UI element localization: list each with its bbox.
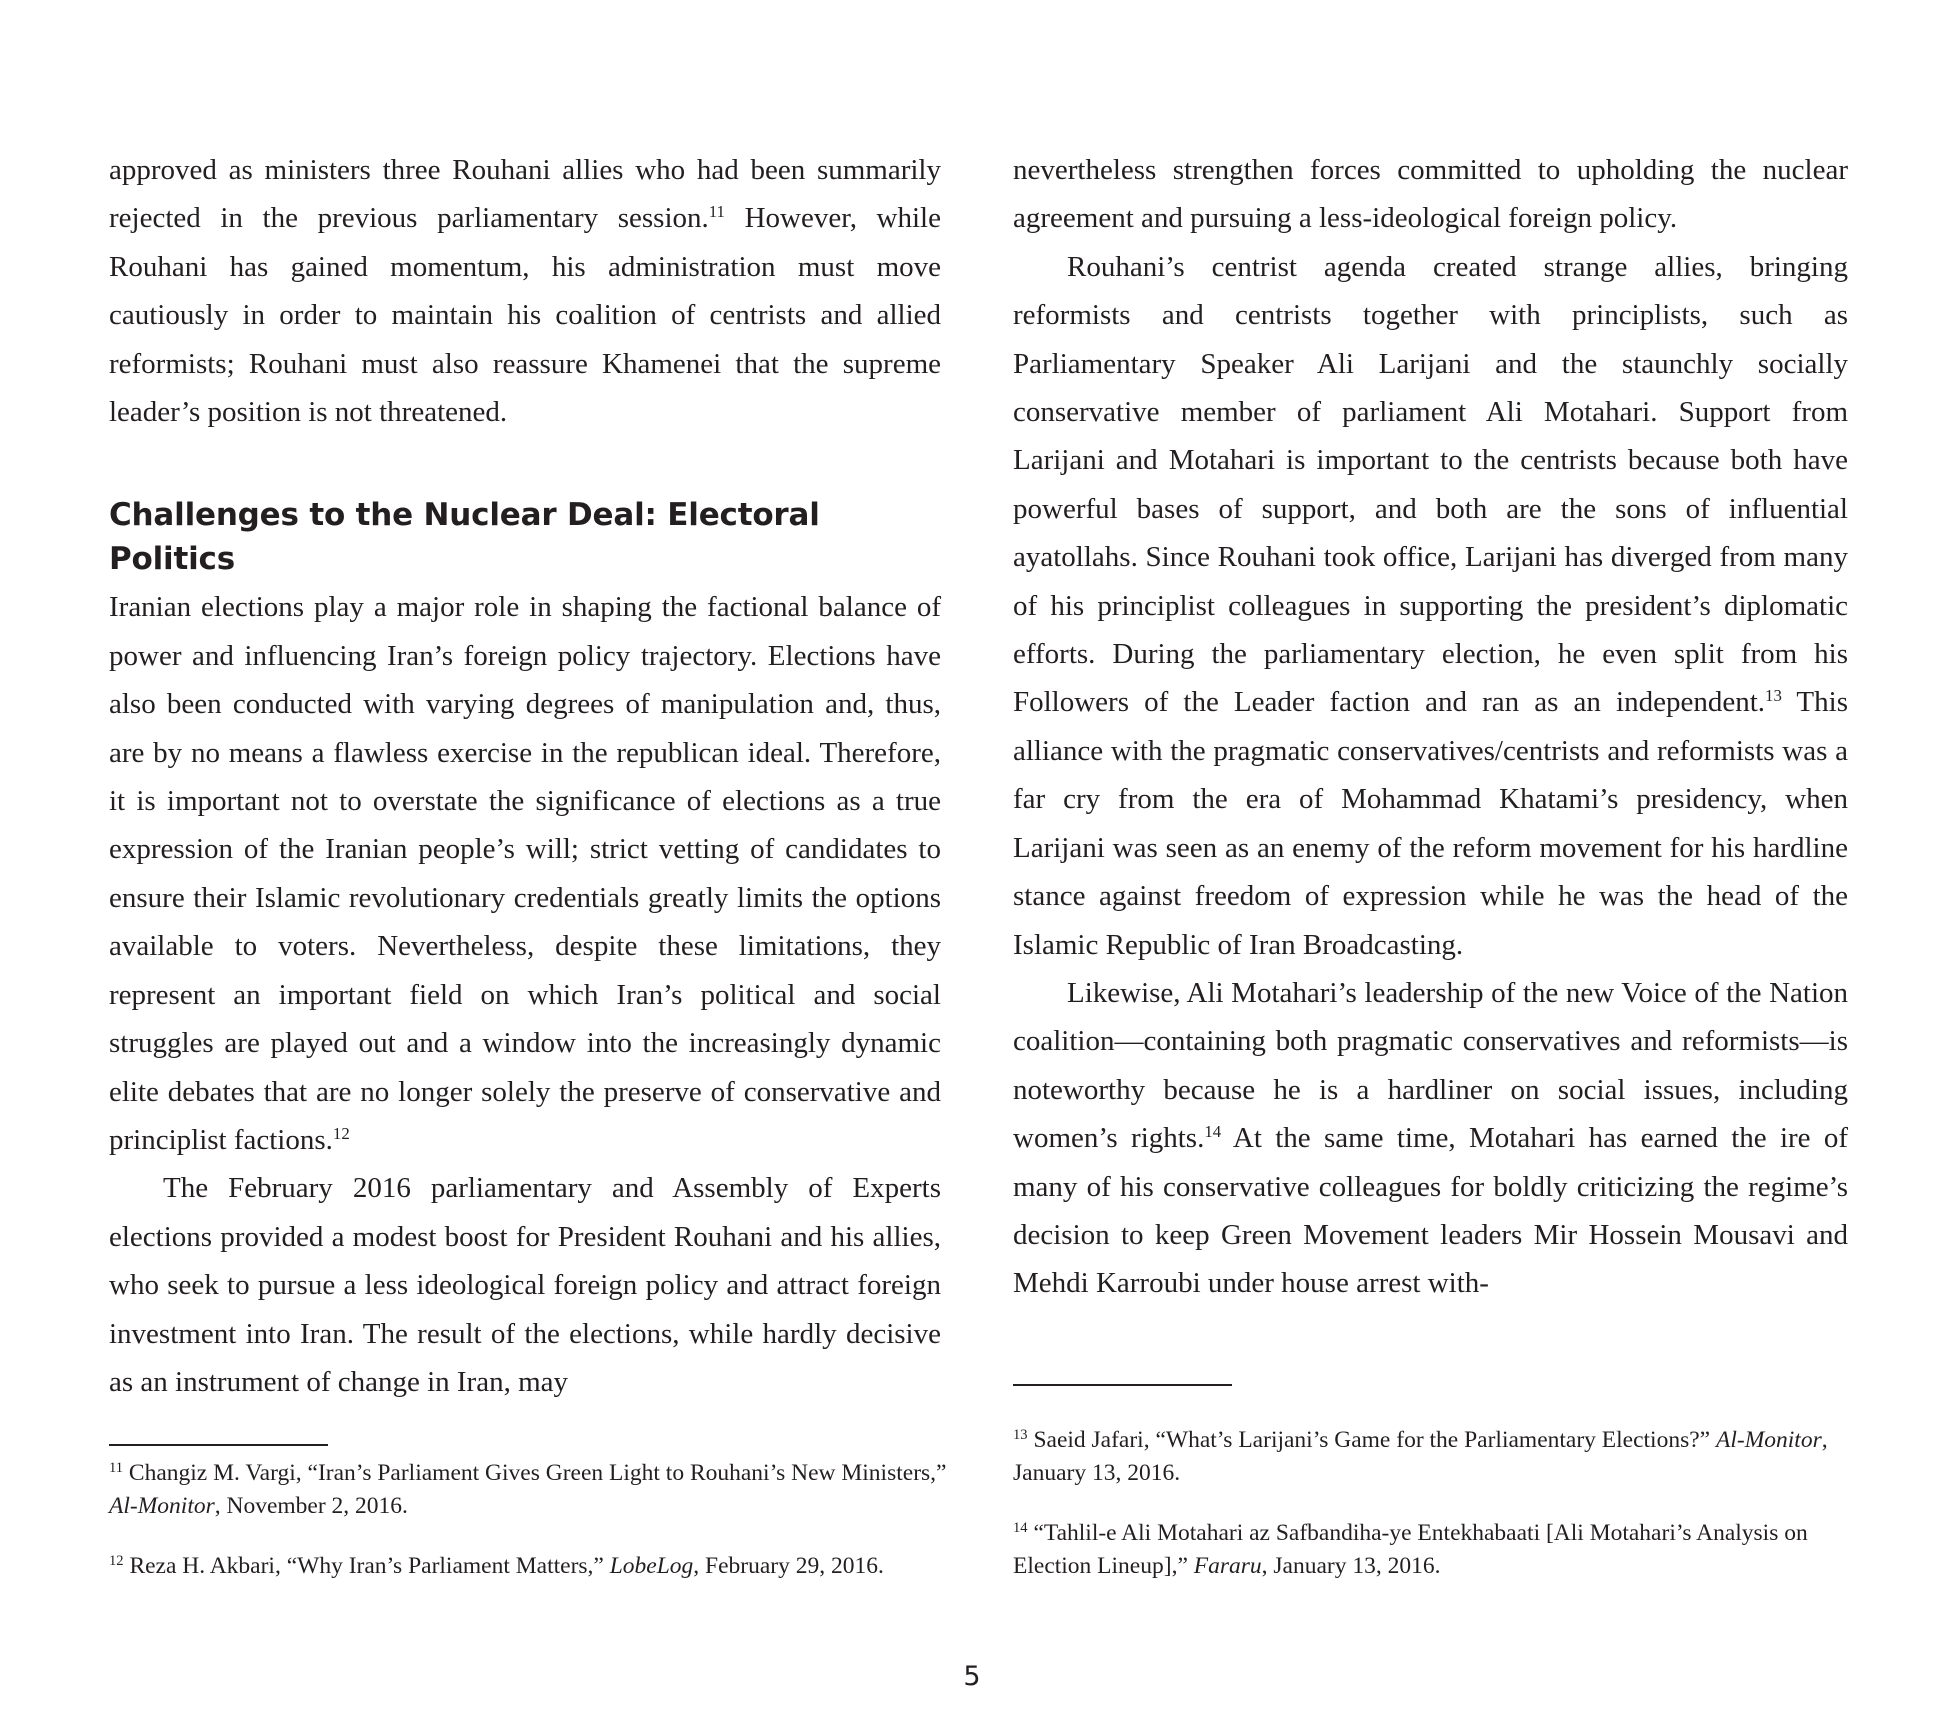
body-paragraph <box>1013 969 1848 1308</box>
footnotes-right <box>1013 1424 1848 1610</box>
footnote <box>1013 1424 1848 1489</box>
footnote-rule <box>109 1444 328 1446</box>
footnote-text: , January 13, 2016. <box>1261 1552 1441 1579</box>
paragraph-text: At the same time, Motahari has earned the ire of many of his conservative colleagues for boldly criticizing the regime’s decision to keep Green Movement leaders Mir Hossein Mousavi and Mehdi Karroubi under house arrest with- <box>1013 1122 1849 1300</box>
body-paragraph <box>109 146 941 436</box>
body-paragraph <box>1013 243 1848 969</box>
left-column <box>109 146 941 1406</box>
footnote-text: Changiz M. Vargi, “Iran’s Parliament Gives Green Light to Rouhani’s New Ministers,” <box>123 1460 947 1486</box>
footnote-number: 14 <box>1013 1520 1028 1536</box>
footnote-text: “Tahlil-e Ali Motahari az Safbandiha-ye Entekhabaati [Ali Motahari’s Analysis on Election Lineup],” <box>1013 1520 1808 1579</box>
body-paragraph: The February 2016 parliamentary and Assembly of Experts elections provided a modest boost for President Rouhani and his allies, who seek to pursue a less ideological foreign policy and attract foreign investment into Iran. The result of the elections, while hardly decisive as an instrument of change in Iran, may <box>109 1172 941 1398</box>
footnote-text: Reza H. Akbari, “Why Iran’s Parliament Matters,” <box>123 1553 610 1579</box>
footnote-ref[interactable]: 11 <box>708 202 725 222</box>
footnote-ref[interactable]: 14 <box>1204 1122 1222 1142</box>
source-title: LobeLog <box>609 1553 694 1579</box>
footnote-text: Saeid Jafari, “What’s Larijani’s Game for the Parliamentary Elections?” <box>1027 1427 1716 1453</box>
footnote-text: , November 2, 2016. <box>214 1492 408 1519</box>
right-column <box>1013 146 1848 1308</box>
source-title: Al-Monitor <box>1715 1427 1822 1453</box>
page-number: 5 <box>963 1661 981 1692</box>
footnote <box>109 1550 949 1583</box>
section-heading: Challenges to the Nuclear Deal: Electoral Politics <box>109 497 820 578</box>
paragraph-text: This alliance with the pragmatic conservatives/centrists and reformists was a far cry from the era of Mohammad Khatami’s presidency, when Larijani was seen as an enemy of the reform movement for his hardline stance against freedom of expression while he was the head of the Islamic Republic of Iran Broadcasting. <box>1013 686 1848 961</box>
body-paragraph <box>109 583 941 1164</box>
paragraph-text: Likewise, Ali Motahari’s leadership of the new Voice of the Nation coalition—containing both pragmatic conservatives and reformists—is noteworthy because he is a hardliner on social issues, including women’s rights. <box>1013 976 1848 1155</box>
footnote-text: , January 13, 2016. <box>1013 1427 1828 1486</box>
footnote-rule <box>1013 1384 1232 1386</box>
body-paragraph: nevertheless strengthen forces committed to upholding the nuclear agreement and pursuing a less-ideological foreign policy. <box>1013 154 1848 235</box>
source-title: Fararu <box>1193 1552 1262 1579</box>
footnote-number: 13 <box>1013 1427 1028 1443</box>
footnote-number: 11 <box>109 1460 124 1476</box>
paragraph-text: approved as ministers three Rouhani allies who had been summarily rejected in the previous parliamentary session. <box>109 154 941 235</box>
footnote-ref[interactable]: 13 <box>1765 686 1782 706</box>
footnote <box>109 1457 949 1522</box>
paragraph-text: Rouhani’s centrist agenda created strange allies, bringing reformists and centrists together with principlists, such as Parliamentary Speaker Ali Larijani and the staunchly socially conservative member of parliament Ali Motahari. Support from Larijani and Motahari is important to the centrists because both have powerful bases of support, and both are the sons of influential ayatollahs. Since Rouhani took office, Larijani has diverged from many of his principlist colleagues in supporting the president’s diplomatic efforts. During the parliamentary election, he even split from his Followers of the Leader faction and ran as an independent. <box>1013 250 1848 719</box>
footnote-ref[interactable]: 12 <box>332 1123 350 1143</box>
footnotes-left <box>109 1457 949 1611</box>
footnote <box>1013 1517 1848 1582</box>
footnote-text: , February 29, 2016. <box>693 1553 884 1579</box>
footnote-number: 12 <box>109 1553 124 1569</box>
source-title: Al-Monitor <box>109 1492 215 1519</box>
paragraph-text: Iranian elections play a major role in shaping the factional balance of power and influencing Iran’s foreign policy trajectory. Elections have also been conducted with varying degrees of manipulation and, thus, are by no means a flawless exercise in the republican ideal. Therefore, it is important not to overstate the significance of elections as a true expression of the Iranian people’s will; strict vetting of candidates to ensure their Islamic revolutionary credentials greatly limits the options available to voters. Nevertheless, despite these limitations, they represent an important field on which Iran’s political and social struggles are played out and a window into the increasingly dynamic elite debates that are no longer solely the preserve of conservative and principlist factions. <box>109 591 941 1156</box>
paragraph-text: However, while Rouhani has gained momentum, his administration must move cautiously in order to maintain his coalition of centrists and allied reformists; Rouhani must also reassure Khamenei that the supreme leader’s position is not threatened. <box>109 202 941 429</box>
